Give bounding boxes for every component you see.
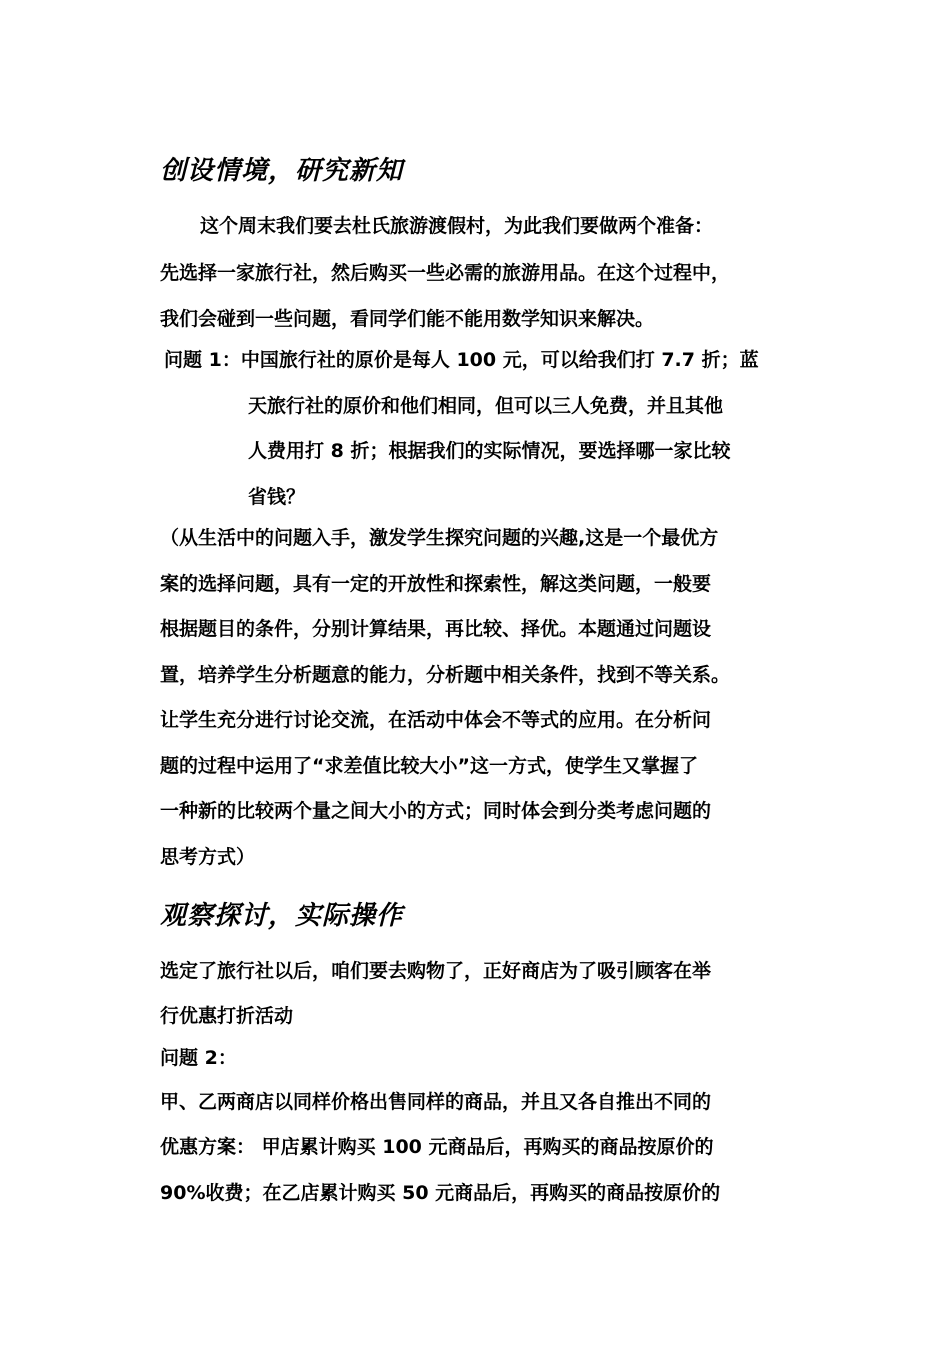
intro-line: 先选择一家旅行社，然后购买一些必需的旅游用品。在这个过程中， (160, 262, 731, 284)
commentary-line: 题的过程中运用了“求差值比较大小”这一方式，使学生又掌握了 (160, 755, 698, 777)
problem1-line: 省钱？ (248, 486, 306, 508)
problem2-line: 优惠方案： 甲店累计购买 100 元商品后，再购买的商品按原价的 (160, 1136, 714, 1158)
section2-intro-line: 行优惠打折活动 (160, 1005, 294, 1027)
commentary-line: 一种新的比较两个量之间大小的方式；同时体会到分类考虑问题的 (160, 800, 712, 822)
section-heading-2: 观察探讨，实际操作 (160, 901, 404, 931)
problem1-line: 天旅行社的原价和他们相同，但可以三人免费，并且其他 (248, 395, 724, 417)
commentary-line: 根据题目的条件，分别计算结果，再比较、择优。本题通过问题设 (160, 618, 712, 640)
problem2-label: 问题 2： (160, 1047, 237, 1069)
commentary-line: 案的选择问题，具有一定的开放性和探索性，解这类问题，一般要 (160, 573, 712, 595)
problem2-line: 甲、乙两商店以同样价格出售同样的商品，并且又各自推出不同的 (160, 1091, 712, 1113)
commentary-line: 让学生充分进行讨论交流，在活动中体会不等式的应用。在分析问 (160, 709, 712, 731)
intro-line: 我们会碰到一些问题，看同学们能不能用数学知识来解决。 (160, 308, 655, 330)
section-heading-1: 创设情境，研究新知 (160, 156, 404, 186)
section2-intro-line: 选定了旅行社以后，咱们要去购物了，正好商店为了吸引顾客在举 (160, 960, 712, 982)
commentary-line: 置，培养学生分析题意的能力，分析题中相关条件，找到不等关系。 (160, 664, 731, 686)
commentary-line: 思考方式） (160, 846, 256, 868)
commentary-line: （从生活中的问题入手，激发学生探究问题的兴趣,这是一个最优方 (160, 527, 719, 549)
intro-line: 这个周末我们要去杜氏旅游渡假村，为此我们要做两个准备： (200, 215, 714, 237)
problem2-line: 90%收费；在乙店累计购买 50 元商品后，再购买的商品按原价的 (160, 1182, 721, 1204)
problem1-line: 问题 1：中国旅行社的原价是每人 100 元，可以给我们打 7.7 折；蓝 (164, 349, 759, 371)
problem1-line: 人费用打 8 折；根据我们的实际情况，要选择哪一家比较 (248, 440, 731, 462)
